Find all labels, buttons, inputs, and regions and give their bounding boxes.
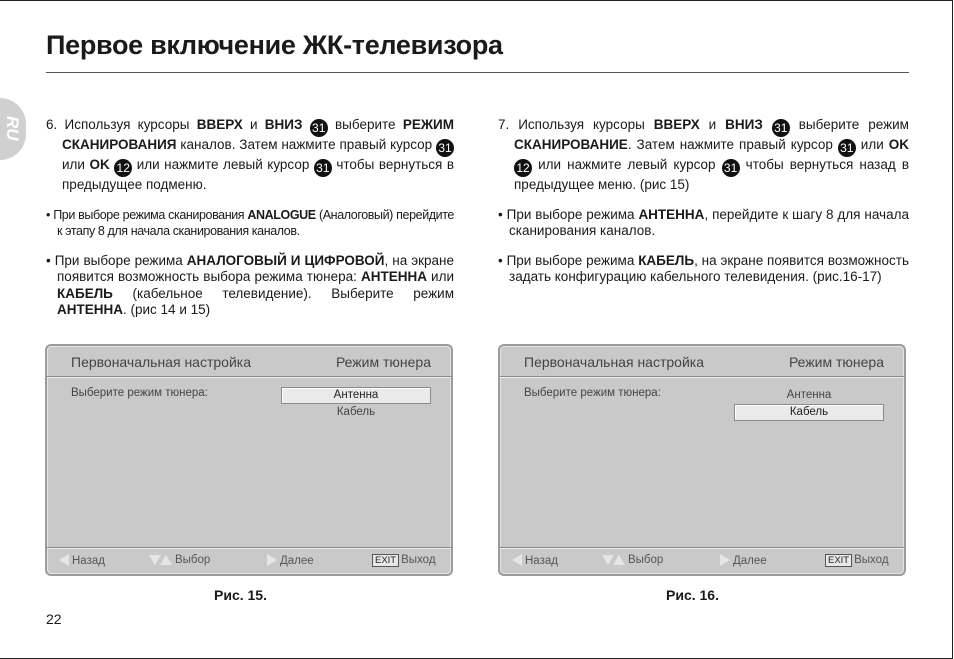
left-column <box>46 117 454 319</box>
menu-footer <box>500 547 904 574</box>
bullet-antenna: • При выборе режима АНТЕННА, перейдите к шагу 8 для начала сканирования каналов. <box>498 206 909 238</box>
bullet-cable: • При выборе режима КАБЕЛЬ, на экране появится возможность задать конфигурацию кабельного телевидения. (рис.16-17) <box>498 252 909 284</box>
step-6-paragraph: 6. Используя курсоры ВВЕРХ и ВНИЗ 31 выберите РЕЖИМ СКАНИРОВАНИЯ каналов. Затем нажмите правый курсор 31 или OK 12 или нажмите левый курсор 31 чтобы вернуться в предыдущее подменю. <box>46 117 455 192</box>
option-antenna[interactable]: Антенна <box>786 389 832 401</box>
button-12-badge: 12 <box>514 159 532 177</box>
page-title: Первое включение ЖК-телевизора <box>46 30 503 60</box>
button-31-badge: 31 <box>436 139 454 157</box>
title-divider <box>46 72 909 73</box>
menu-mode-label: Режим тюнера <box>335 354 431 370</box>
option-cable[interactable]: Кабель <box>734 404 884 421</box>
menu-mode-label: Режим тюнера <box>788 354 884 370</box>
tuner-menu-screen-fig16 <box>498 344 906 576</box>
button-31-badge: 31 <box>722 159 740 177</box>
arrow-up-icon <box>613 555 625 565</box>
arrow-up-icon <box>160 555 172 565</box>
arrow-left-icon <box>59 554 69 566</box>
back-hint[interactable]: Назад <box>512 554 558 567</box>
menu-header <box>500 346 904 377</box>
menu-title: Первоначальная настройка <box>71 354 251 370</box>
figure-caption-15: Рис. 15. <box>214 587 267 603</box>
tuner-prompt: Выберите режим тюнера: <box>71 387 208 399</box>
select-hint[interactable]: Выбор <box>149 554 210 566</box>
arrow-left-icon <box>512 554 522 566</box>
tuner-prompt: Выберите режим тюнера: <box>524 387 661 399</box>
bullet-analogue: • При выборе режима сканирования ANALOGUE (Аналоговый) перейдите к этапу 8 для начала сканирования каналов. <box>46 207 454 238</box>
button-31-badge: 31 <box>310 119 328 137</box>
bullet-analog-digital: • При выборе режима АНАЛОГОВЫЙ И ЦИФРОВОЙ, на экране появится возможность выбора режима тюнера: АНТЕННА или КАБЕЛЬ (кабельное телевидение). Выберите режим АНТЕННА. (рис 14 и 15) <box>46 252 455 317</box>
right-column <box>498 117 909 286</box>
option-antenna[interactable]: Антенна <box>281 387 431 404</box>
arrow-right-icon <box>267 554 277 566</box>
exit-key-icon: EXIT <box>372 554 399 567</box>
menu-footer <box>47 547 451 574</box>
next-hint[interactable]: Далее <box>720 554 767 567</box>
figure-caption-16: Рис. 16. <box>666 587 719 603</box>
language-label: RU <box>3 116 22 141</box>
button-12-badge: 12 <box>114 159 132 177</box>
menu-header <box>47 346 451 377</box>
next-hint[interactable]: Далее <box>267 554 314 567</box>
back-hint[interactable]: Назад <box>59 554 105 567</box>
step-7-paragraph: 7. Используя курсоры ВВЕРХ и ВНИЗ 31 выберите режим СКАНИРОВАНИЕ. Затем нажмите правый курсор 31 или OK 12 или нажмите левый курсор 31 чтобы вернуться назад в предыдущее меню. (рис 15) <box>498 117 909 192</box>
exit-hint[interactable]: EXIT Выход <box>372 554 436 567</box>
exit-key-icon: EXIT <box>825 554 852 567</box>
button-31-badge: 31 <box>314 159 332 177</box>
exit-hint[interactable]: EXIT Выход <box>825 554 889 567</box>
select-hint[interactable]: Выбор <box>602 554 663 566</box>
button-31-badge: 31 <box>772 119 790 137</box>
tuner-menu-screen-fig15 <box>45 344 453 576</box>
option-cable[interactable]: Кабель <box>336 406 376 418</box>
page-number: 22 <box>46 611 62 627</box>
menu-title: Первоначальная настройка <box>524 354 704 370</box>
arrow-right-icon <box>720 554 730 566</box>
button-31-badge: 31 <box>838 139 856 157</box>
